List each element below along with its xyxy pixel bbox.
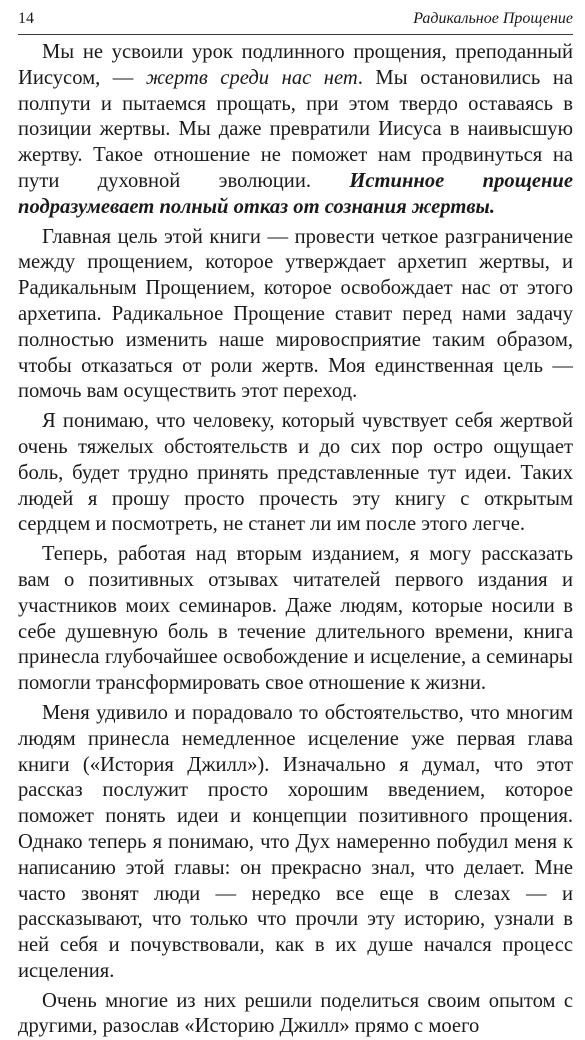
paragraph-1-text-a: Мы не усвоили урок подлинного прощения, преподанный Иисусом, —	[18, 41, 573, 89]
book-page	[18, 0, 574, 1038]
paragraph-1-emphasis: жертв среди нас нет	[145, 66, 358, 89]
running-head	[18, 0, 573, 35]
paragraph-6: Очень многие из них решили поделиться своим опытом с другими, разослав «Историю Джилл» прямо с моего	[18, 989, 573, 1038]
page-body	[18, 35, 573, 1040]
paragraph-2: Главная цель этой книги — провести четкое разграничение между прощением, которое утверждает архетип жертвы, и Радикальным Прощением, которое освобождает нас от этого архетипа. Радикальное Прощение ставит перед нами задачу полностью изменить наше мировосприятие таким образом, чтобы отказаться от роли жертв. Моя единственная цель — помочь вам осуществить этот переход.	[18, 225, 573, 403]
paragraph-5: Меня удивило и порадовало то обстоятельство, что многим людям принесла немедленное исцеление уже первая глава книги («История Джилл»). Изначально я думал, что этот рассказ послужит просто хорошим введением, которое поможет понять идеи и концепции позитивного прощения. Однако теперь я понимаю, что Дух намеренно побудил меня к написанию этой главы: он прекрасно знал, что делает. Мне часто звонят люди — нередко все еще в слезах — и рассказывают, что только что прочли эту историю, узнали в ней себя и почувствовали, как в их душе начался процесс исцеления.	[18, 701, 573, 982]
page-number: 14	[18, 10, 34, 27]
paragraph-1-text-b: . Мы остановились на полпути и пытаемся прощать, при этом твердо оставаясь в позиции жертвы. Мы даже превратили Иисуса в наивысшую жертву. Такое отношение не поможет нам продвинуться на пути духовной эволюции.	[18, 66, 573, 192]
paragraph-4: Теперь, работая над вторым изданием, я могу рассказать вам о позитивных отзывах читателей первого издания и участников моих семинаров. Даже людям, которые носили в себе душевную боль в течение длительного времени, книга принесла глубочайшее освобождение и исцеление, а семинары помогли трансформировать свое отношение к жизни.	[18, 543, 573, 695]
paragraph-3: Я понимаю, что человеку, который чувствует себя жертвой очень тяжелых обстоятельств и до сих пор остро ощущает боль, будет трудно принять представленные тут идеи. Таких людей я прошу просто прочесть эту книгу с открытым сердцем и посмотреть, не станет ли им после этого легче.	[18, 410, 573, 536]
paragraph-1-bold-statement: Истинное прощение подразумевает полный отказ от сознания жертвы.	[18, 169, 574, 218]
paragraph-1	[18, 40, 573, 221]
running-title: Радикальное Прощение	[413, 10, 573, 27]
